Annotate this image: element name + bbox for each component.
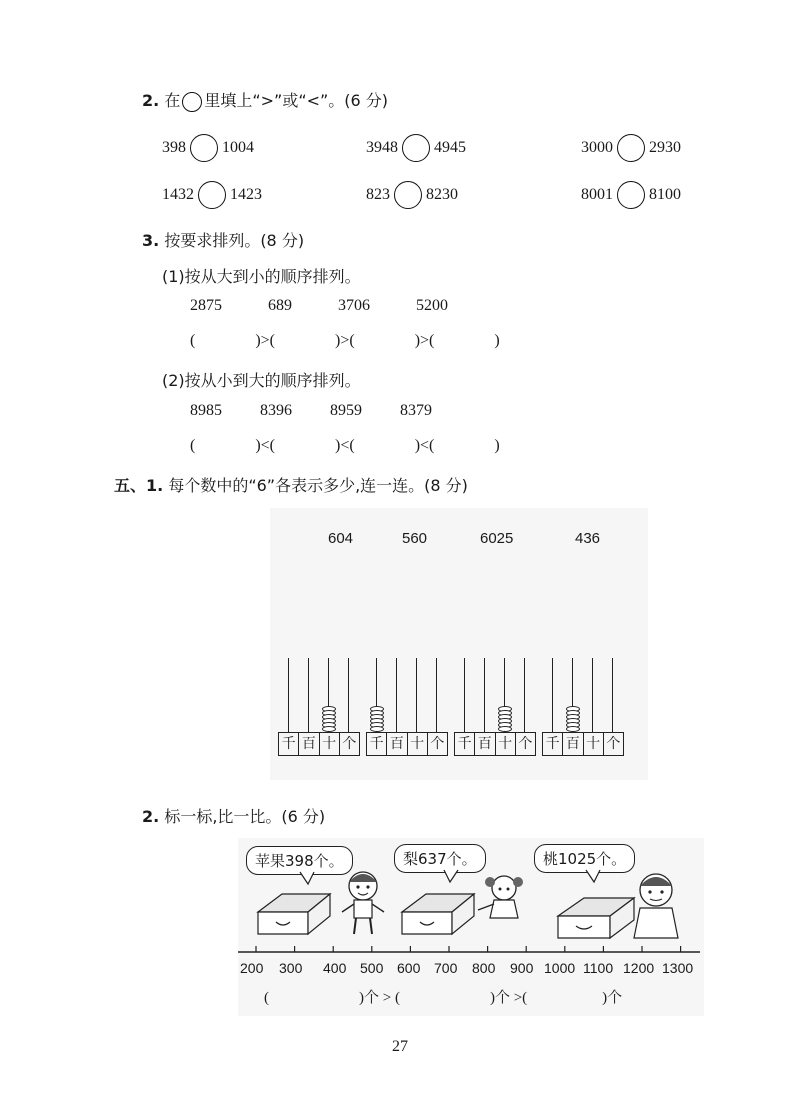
q3-heading bbox=[142, 228, 304, 251]
seq-number: 5200 bbox=[416, 297, 448, 314]
axis-label: 1000 bbox=[544, 960, 576, 976]
bubble-tail bbox=[586, 870, 600, 882]
seq-number: 689 bbox=[268, 297, 292, 314]
match-number[interactable]: 6025 bbox=[480, 530, 514, 547]
q3-part1-blanks[interactable]: ( )>( )>( )>( ) bbox=[190, 332, 500, 349]
compare-left: 8001 bbox=[581, 186, 613, 203]
q3-part2-blanks[interactable]: ( )<( )<( )<( ) bbox=[190, 437, 500, 454]
compare-left: 3000 bbox=[581, 139, 613, 156]
rod bbox=[612, 658, 613, 732]
number-line-scene bbox=[238, 838, 704, 1016]
answer-circle[interactable] bbox=[190, 134, 218, 162]
rod bbox=[436, 658, 437, 732]
place-label: 十 bbox=[408, 733, 428, 755]
place-label: 个 bbox=[606, 736, 621, 752]
compare-right: 4945 bbox=[434, 139, 466, 156]
boy-icon bbox=[634, 874, 678, 938]
compare-left: 1432 bbox=[162, 186, 194, 203]
place-label: 个 bbox=[430, 736, 445, 752]
place-value-base bbox=[278, 732, 360, 756]
match-number[interactable]: 436 bbox=[575, 530, 601, 547]
compare-right: 8100 bbox=[649, 186, 681, 203]
place-label: 十 bbox=[496, 733, 516, 755]
answer-circle[interactable] bbox=[394, 181, 422, 209]
place-label: 千 bbox=[455, 733, 475, 755]
rod bbox=[288, 658, 289, 732]
place-label: 百 bbox=[563, 733, 583, 755]
axis-label: 1300 bbox=[662, 960, 694, 976]
place-value-base bbox=[454, 732, 536, 756]
place-label: 千 bbox=[543, 733, 563, 755]
axis-label: 700 bbox=[434, 960, 458, 976]
apple-crate-icon bbox=[258, 894, 330, 934]
q3-part2-numbers bbox=[190, 402, 432, 420]
axis-label: 300 bbox=[279, 960, 303, 976]
axis-label: 800 bbox=[472, 960, 496, 976]
bubble-tail bbox=[300, 872, 314, 884]
number-line-ticks bbox=[256, 946, 681, 952]
speech-bubble-peach: 桃1025个。 bbox=[534, 844, 635, 873]
place-label: 十 bbox=[584, 733, 604, 755]
compare-left: 398 bbox=[162, 139, 186, 156]
compare-right: 1423 bbox=[230, 186, 262, 203]
axis-label: 1100 bbox=[583, 960, 614, 976]
seq-number: 8985 bbox=[190, 402, 222, 419]
q2-number: 2. bbox=[142, 91, 160, 110]
abacus-2[interactable] bbox=[366, 658, 448, 756]
bubble-tail bbox=[444, 870, 458, 882]
axis-label: 400 bbox=[323, 960, 347, 976]
rod bbox=[308, 658, 309, 732]
compare-left: 823 bbox=[366, 186, 390, 203]
place-label: 十 bbox=[320, 733, 340, 755]
q5-1-text: 每个数中的“6”各表示多少,连一连。(8 分) bbox=[168, 476, 468, 495]
q5-2-heading bbox=[142, 804, 325, 827]
rod bbox=[592, 658, 593, 732]
speech-bubble-apple: 苹果398个。 bbox=[246, 846, 353, 875]
seq-number: 3706 bbox=[338, 297, 370, 314]
q5-2-number: 2. bbox=[142, 807, 160, 826]
q3-part2-label: (2)按从小到大的顺序排列。 bbox=[162, 371, 361, 390]
compare-item-5 bbox=[366, 181, 458, 209]
girl-icon bbox=[478, 876, 523, 918]
compare-left: 3948 bbox=[366, 139, 398, 156]
peach-crate-icon bbox=[558, 898, 634, 938]
answer-circle[interactable] bbox=[617, 181, 645, 209]
q2-text-before: 在 bbox=[164, 91, 181, 110]
pear-crate-icon bbox=[402, 894, 474, 934]
axis-label: 200 bbox=[240, 960, 264, 976]
axis-label: 500 bbox=[360, 960, 384, 976]
place-value-base bbox=[542, 732, 624, 756]
place-label: 百 bbox=[387, 733, 407, 755]
compare-item-4 bbox=[162, 181, 262, 209]
q5-1-number: 1. bbox=[146, 476, 164, 495]
place-label: 个 bbox=[342, 736, 357, 752]
place-label: 百 bbox=[475, 733, 495, 755]
answer-circle[interactable] bbox=[617, 134, 645, 162]
seq-number: 8959 bbox=[330, 402, 362, 419]
answer-circle[interactable] bbox=[198, 181, 226, 209]
q5-1-heading bbox=[114, 473, 468, 496]
q3-number: 3. bbox=[142, 231, 160, 250]
compare-right: 1004 bbox=[222, 139, 254, 156]
section-prefix: 五、 bbox=[114, 476, 147, 495]
compare-item-2 bbox=[366, 134, 466, 162]
compare-item-6 bbox=[581, 181, 681, 209]
q3-part1-numbers bbox=[190, 297, 448, 315]
page-number: 27 bbox=[392, 1038, 408, 1055]
rod bbox=[552, 658, 553, 732]
rod bbox=[416, 658, 417, 732]
place-value-base bbox=[366, 732, 448, 756]
q2-text-after: 里填上“>”或“<”。(6 分) bbox=[204, 91, 389, 110]
axis-label: 1200 bbox=[623, 960, 655, 976]
compare-item-3 bbox=[581, 134, 681, 162]
rod bbox=[464, 658, 465, 732]
rod bbox=[524, 658, 525, 732]
match-number[interactable]: 560 bbox=[402, 530, 428, 547]
q3-text: 按要求排列。(8 分) bbox=[164, 231, 305, 250]
place-label: 个 bbox=[518, 736, 533, 752]
speech-bubble-pear: 梨637个。 bbox=[394, 844, 486, 873]
seq-number: 2875 bbox=[190, 297, 222, 314]
scene-illustration bbox=[238, 838, 704, 956]
rod bbox=[484, 658, 485, 732]
place-label: 千 bbox=[279, 733, 299, 755]
axis-label: 600 bbox=[397, 960, 421, 976]
seq-number: 8396 bbox=[260, 402, 292, 419]
rod bbox=[396, 658, 397, 732]
circle-icon bbox=[182, 92, 202, 112]
abacus-3[interactable] bbox=[454, 658, 536, 756]
axis-label: 900 bbox=[510, 960, 534, 976]
match-number[interactable]: 604 bbox=[328, 530, 354, 547]
q3-part1-label: (1)按从大到小的顺序排列。 bbox=[162, 267, 361, 286]
abacus-panel bbox=[270, 508, 648, 780]
seq-number: 8379 bbox=[400, 402, 432, 419]
compare-item-1 bbox=[162, 134, 254, 162]
compare-right: 2930 bbox=[649, 139, 681, 156]
abacus-1[interactable] bbox=[278, 658, 360, 756]
q5-2-text: 标一标,比一比。(6 分) bbox=[164, 807, 326, 826]
place-label: 千 bbox=[367, 733, 387, 755]
boy-icon bbox=[342, 872, 384, 934]
compare-right: 8230 bbox=[426, 186, 458, 203]
abacus-4[interactable] bbox=[542, 658, 624, 756]
place-label: 百 bbox=[299, 733, 319, 755]
answer-circle[interactable] bbox=[402, 134, 430, 162]
compare-answer-line[interactable]: ( )个 > ( )个 >( )个 bbox=[264, 990, 623, 1006]
rod bbox=[348, 658, 349, 732]
q2-heading bbox=[142, 88, 388, 112]
